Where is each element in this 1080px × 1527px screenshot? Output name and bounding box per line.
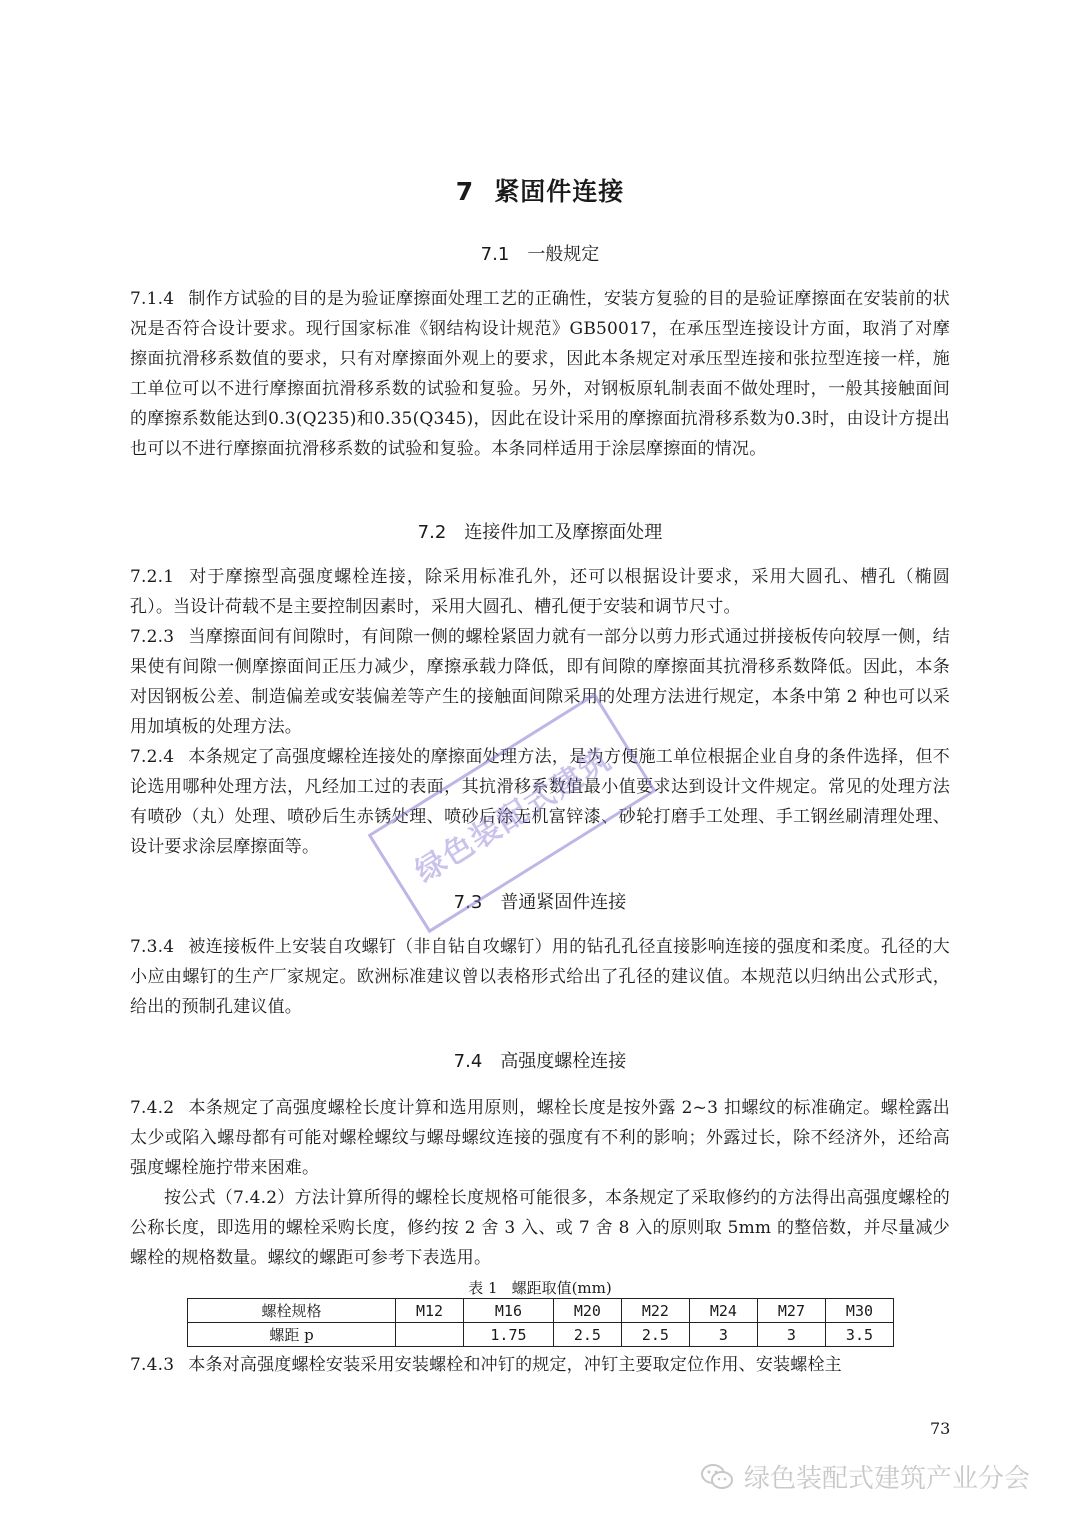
table-row [188, 1323, 894, 1347]
clause-number: 7.4.3 [130, 1355, 175, 1375]
table-caption-number: 表 1 [468, 1279, 498, 1297]
clause-text: 制作方试验的目的是为验证摩擦面处理工艺的正确性，安装方复验的目的是验证摩擦面在安装前的状况是否符合设计要求。现行国家标准《钢结构设计规范》GB50017，在承压型连接设计方面，取消了对摩擦面抗滑移系数值的要求，只有对摩擦面外观上的要求，因此本条规定对承压型连接和张拉型连接一样，施工单位可以不进行摩擦面抗滑移系数的试验和复验。另外，对钢板原轧制表面不做处理时，一般其接触面间的摩擦系数能达到0.3(Q235)和0.35(Q345)，因此在设计采用的摩擦面抗滑移系数为0.3时，由设计方提出也可以不进行摩擦面抗滑移系数的试验和复验。本条同样适用于涂层摩擦面的情况。 [130, 289, 950, 459]
watermark-stamp-text: 绿色装配式建筑 [409, 741, 619, 891]
section-number: 7.4 [453, 1051, 483, 1072]
section-number: 7.2 [417, 522, 447, 543]
clause-number: 7.2.1 [130, 567, 175, 587]
section-heading-7-1 [0, 240, 1080, 266]
section-title: 普通紧固件连接 [500, 892, 627, 913]
clause-7-1-4 [130, 284, 950, 464]
clause-7-4-2 [130, 1093, 950, 1183]
clause-7-4-3 [130, 1350, 950, 1380]
table-row-header: 螺栓规格 [188, 1299, 396, 1323]
chapter-heading [0, 172, 1080, 208]
table-cell [396, 1323, 464, 1347]
table-cell: 3.5 [825, 1323, 893, 1347]
clause-number: 7.2.4 [130, 747, 175, 767]
footer-text: 绿色装配式建筑产业分会 [744, 1464, 1031, 1494]
clause-number: 7.3.4 [130, 937, 175, 957]
table-cell: M22 [621, 1299, 689, 1323]
clause-7-2-4 [130, 742, 950, 862]
clause-text: 本条规定了高强度螺栓长度计算和选用原则，螺栓长度是按外露 2~3 扣螺纹的标准确定。螺栓露出太少或陷入螺母都有可能对螺栓螺纹与螺母螺纹连接的强度有不利的影响；外露过长，除不经济外，还给高强度螺栓施拧带来困难。 [130, 1098, 950, 1178]
table-cell: M20 [553, 1299, 621, 1323]
clause-number: 7.1.4 [130, 289, 175, 309]
section-heading-7-4 [0, 1047, 1080, 1073]
table-cell: 3 [757, 1323, 825, 1347]
footer-watermark [700, 1458, 1030, 1495]
clause-text: 本条规定了高强度螺栓连接处的摩擦面处理方法，是为方便施工单位根据企业自身的条件选择，但不论选用哪种处理方法，凡经加工过的表面，其抗滑移系数值最小值要求达到设计文件规定。常见的处理方法有喷砂（丸）处理、喷砂后生赤锈处理、喷砂后涂无机富锌漆、砂轮打磨手工处理、手工钢丝刷清理处理、设计要求涂层摩擦面等。 [130, 747, 950, 857]
section-title: 高强度螺栓连接 [500, 1051, 627, 1072]
table-cell: 1.75 [464, 1323, 554, 1347]
clause-7-3-4 [130, 932, 950, 1022]
table-caption-title: 螺距取值(mm) [511, 1279, 612, 1297]
bolt-pitch-table [187, 1298, 894, 1347]
section-title: 连接件加工及摩擦面处理 [464, 522, 663, 543]
section-heading-7-2 [0, 518, 1080, 544]
table-caption [0, 1277, 1080, 1298]
table-cell: M30 [825, 1299, 893, 1323]
clause-text: 按公式（7.4.2）方法计算所得的螺栓长度规格可能很多，本条规定了采取修约的方法得出高强度螺栓的公称长度，即选用的螺栓采购长度，修约按 2 舍 3 入、或 7 舍 8 入的原则取 5mm 的整倍数，并尽量减少螺栓的规格数量。螺纹的螺距可参考下表选用。 [130, 1188, 950, 1268]
section-title: 一般规定 [527, 244, 600, 265]
clause-text: 对于摩擦型高强度螺栓连接，除采用标准孔外，还可以根据设计要求，采用大圆孔、槽孔（椭圆孔）。当设计荷载不是主要控制因素时，采用大圆孔、槽孔便于安装和调节尺寸。 [130, 567, 950, 617]
clause-7-2-3 [130, 622, 950, 742]
table-cell: M16 [464, 1299, 554, 1323]
section-number: 7.3 [453, 892, 483, 913]
clause-number: 7.2.3 [130, 627, 175, 647]
table-row [188, 1299, 894, 1323]
table-cell: M12 [396, 1299, 464, 1323]
table-cell: M27 [757, 1299, 825, 1323]
clause-text: 被连接板件上安装自攻螺钉（非自钻自攻螺钉）用的钻孔孔径直接影响连接的强度和柔度。孔径的大小应由螺钉的生产厂家规定。欧洲标准建议曾以表格形式给出了孔径的建议值。本规范以归纳出公式形式，给出的预制孔建议值。 [130, 937, 950, 1017]
clause-7-2-1 [130, 562, 950, 622]
clause-7-4-2-continued [130, 1183, 950, 1273]
clause-text: 本条对高强度螺栓安装采用安装螺栓和冲钉的规定，冲钉主要取定位作用、安装螺栓主 [188, 1355, 842, 1375]
table-row-header: 螺距 p [188, 1323, 396, 1347]
table-cell: M24 [689, 1299, 757, 1323]
wechat-icon [700, 1463, 734, 1491]
clause-text: 当摩擦面间有间隙时，有间隙一侧的螺栓紧固力就有一部分以剪力形式通过拼接板传向较厚一侧，结果使有间隙一侧摩擦面间正压力减少，摩擦承载力降低，即有间隙的摩擦面其抗滑移系数降低。因此，本条对因钢板公差、制造偏差或安装偏差等产生的接触面间隙采用的处理方法进行规定，本条中第 2 种也可以采用加填板的处理方法。 [130, 627, 950, 737]
chapter-title: 紧固件连接 [494, 177, 625, 206]
table-cell: 2.5 [553, 1323, 621, 1347]
table-cell: 2.5 [621, 1323, 689, 1347]
page-number: 73 [930, 1419, 951, 1438]
chapter-number: 7 [455, 177, 475, 206]
section-number: 7.1 [480, 244, 510, 265]
section-heading-7-3 [0, 888, 1080, 914]
table-cell: 3 [689, 1323, 757, 1347]
clause-number: 7.4.2 [130, 1098, 175, 1118]
